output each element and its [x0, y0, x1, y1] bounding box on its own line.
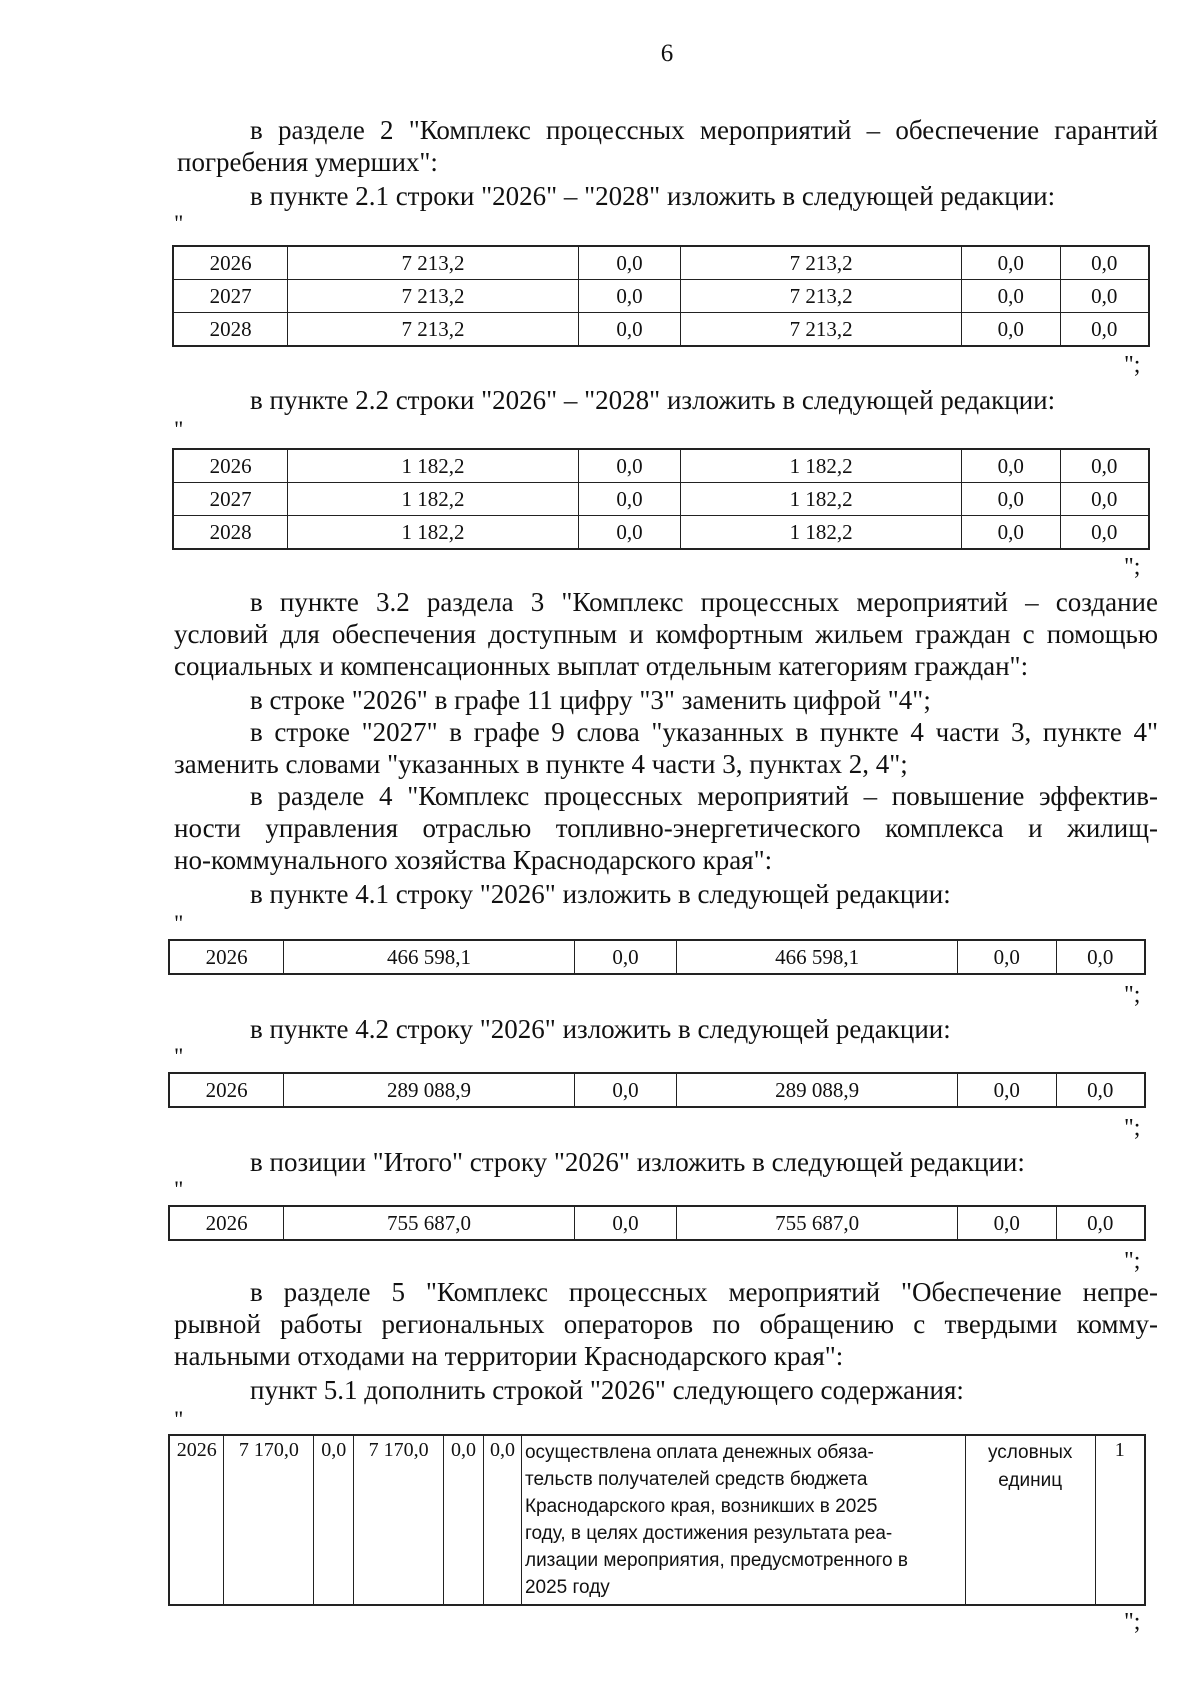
open-quote: " — [174, 211, 184, 236]
cell: 0,0 — [578, 483, 681, 516]
cell: 7 170,0 — [224, 1435, 314, 1605]
page-number: 6 — [660, 40, 674, 67]
section4-line2: ности управления отраслью топливно-энергетического комплекса и жилищ- — [174, 813, 1158, 843]
section3-line5: в строке "2027" в графе 9 слова "указанных в пункте 4 части 3, пункте 4" — [250, 717, 1158, 747]
p21-intro: в пункте 2.1 строки "2026" – "2028" изложить в следующей редакции: — [250, 181, 1056, 211]
cell: 0,0 — [578, 516, 681, 550]
cell: 2028 — [173, 516, 288, 550]
cell: 0,0 — [961, 449, 1060, 483]
description-line: Краснодарского края, возникших в 2025 — [524, 1496, 878, 1517]
p41-intro: в пункте 4.1 строку "2026" изложить в следующей редакции: — [250, 879, 951, 909]
table-row — [169, 1435, 1145, 1605]
cell: 0,0 — [961, 516, 1060, 550]
table-p51 — [168, 1434, 1146, 1606]
table-row — [173, 313, 1149, 347]
unit-line: условных — [987, 1442, 1073, 1463]
open-quote: " — [174, 1407, 184, 1432]
cell: 0,0 — [574, 1073, 677, 1107]
p51-intro: пункт 5.1 дополнить строкой "2026" следующего содержания: — [250, 1375, 964, 1405]
table-p41 — [168, 939, 1146, 975]
cell: 0,0 — [578, 246, 681, 280]
cell: 0,0 — [961, 313, 1060, 347]
cell: 1 182,2 — [288, 449, 578, 483]
cell: 1 182,2 — [681, 516, 961, 550]
open-quote: " — [174, 1044, 184, 1069]
section2-line1: в разделе 2 "Комплекс процессных мероприятий – обеспечение гарантий — [250, 115, 1158, 145]
description-line: тельств получателей средств бюджета — [524, 1469, 868, 1490]
cell: 1 182,2 — [681, 449, 961, 483]
open-quote: " — [174, 417, 184, 442]
cell: 2026 — [173, 449, 288, 483]
cell: 7 213,2 — [681, 280, 961, 313]
cell: 7 170,0 — [354, 1435, 444, 1605]
cell: 1 182,2 — [288, 483, 578, 516]
cell: 0,0 — [1060, 449, 1149, 483]
description-line: лизации мероприятия, предусмотренного в — [524, 1550, 908, 1571]
close-quote: "; — [1124, 1248, 1141, 1274]
cell: 7 213,2 — [681, 246, 961, 280]
cell: 0,0 — [1060, 246, 1149, 280]
cell: 0,0 — [961, 483, 1060, 516]
cell: 0,0 — [957, 1073, 1056, 1107]
unit-cell — [965, 1435, 1095, 1605]
cell: 7 213,2 — [288, 313, 578, 347]
cell: 2027 — [173, 483, 288, 516]
close-quote: "; — [1124, 554, 1141, 580]
cell: 0,0 — [574, 940, 677, 974]
cell: 0,0 — [1060, 483, 1149, 516]
cell: 0,0 — [484, 1435, 522, 1605]
cell: 2026 — [169, 1206, 284, 1240]
section3-line3: социальных и компенсационных выплат отдельным категориям граждан": — [174, 651, 1029, 681]
description-line: 2025 году — [524, 1577, 610, 1598]
cell: 0,0 — [578, 280, 681, 313]
cell: 7 213,2 — [288, 246, 578, 280]
table-row — [173, 449, 1149, 483]
cell: 0,0 — [574, 1206, 677, 1240]
section5-line2: рывной работы региональных операторов по обращению с твердыми комму- — [174, 1309, 1158, 1339]
cell: 0,0 — [1060, 313, 1149, 347]
table-row — [173, 483, 1149, 516]
section3-line6: заменить словами "указанных в пункте 4 части 3, пунктах 2, 4"; — [174, 749, 908, 779]
table-row — [169, 1206, 1145, 1240]
cell: 755 687,0 — [677, 1206, 957, 1240]
table-row — [169, 1073, 1145, 1107]
unit-line: единиц — [998, 1470, 1063, 1491]
cell: 1 182,2 — [681, 483, 961, 516]
value-cell: 1 — [1095, 1435, 1145, 1605]
cell: 0,0 — [444, 1435, 484, 1605]
section4-line3: но-коммунального хозяйства Краснодарского края": — [174, 845, 773, 875]
cell: 289 088,9 — [677, 1073, 957, 1107]
table-p22 — [172, 448, 1150, 550]
cell: 7 213,2 — [681, 313, 961, 347]
cell: 466 598,1 — [284, 940, 574, 974]
section3-line2: условий для обеспечения доступным и комфортным жильем граждан с помощью — [174, 619, 1158, 649]
cell: 2026 — [169, 1073, 284, 1107]
cell: 0,0 — [578, 313, 681, 347]
close-quote: "; — [1124, 982, 1141, 1008]
cell: 0,0 — [1056, 1206, 1145, 1240]
cell: 2028 — [173, 313, 288, 347]
cell: 0,0 — [961, 280, 1060, 313]
table-row — [173, 280, 1149, 313]
cell: 7 213,2 — [288, 280, 578, 313]
table-row — [173, 516, 1149, 550]
cell: 0,0 — [961, 246, 1060, 280]
cell: 0,0 — [1056, 940, 1145, 974]
cell: 289 088,9 — [284, 1073, 574, 1107]
open-quote: " — [174, 1177, 184, 1202]
total-intro: в позиции "Итого" строку "2026" изложить в следующей редакции: — [250, 1147, 1025, 1177]
cell: 2026 — [169, 940, 284, 974]
close-quote: "; — [1124, 1609, 1141, 1635]
p42-intro: в пункте 4.2 строку "2026" изложить в следующей редакции: — [250, 1014, 951, 1044]
cell: 2026 — [173, 246, 288, 280]
table-p21 — [172, 245, 1150, 347]
cell: 755 687,0 — [284, 1206, 574, 1240]
open-quote: " — [174, 911, 184, 936]
description-cell — [521, 1435, 965, 1605]
section4-line1: в разделе 4 "Комплекс процессных мероприятий – повышение эффектив- — [250, 781, 1158, 811]
table-p42 — [168, 1072, 1146, 1108]
close-quote: "; — [1124, 1115, 1141, 1141]
table-row — [173, 246, 1149, 280]
cell: 2027 — [173, 280, 288, 313]
cell: 0,0 — [1056, 1073, 1145, 1107]
close-quote: "; — [1124, 352, 1141, 378]
description-line: году, в целях достижения результата реа- — [524, 1523, 893, 1544]
section5-line1: в разделе 5 "Комплекс процессных мероприятий "Обеспечение непре- — [250, 1277, 1158, 1307]
cell: 0,0 — [314, 1435, 354, 1605]
cell: 1 182,2 — [288, 516, 578, 550]
p22-intro: в пункте 2.2 строки "2026" – "2028" изложить в следующей редакции: — [250, 385, 1056, 415]
cell: 0,0 — [1060, 280, 1149, 313]
cell: 0,0 — [957, 1206, 1056, 1240]
cell: 0,0 — [1060, 516, 1149, 550]
year-cell: 2026 — [169, 1435, 224, 1605]
section3-line1: в пункте 3.2 раздела 3 "Комплекс процессных мероприятий – создание — [250, 587, 1158, 617]
table-row — [169, 940, 1145, 974]
cell: 0,0 — [957, 940, 1056, 974]
section3-line4: в строке "2026" в графе 11 цифру "3" заменить цифрой "4"; — [250, 685, 931, 715]
description-line: осуществлена оплата денежных обяза- — [524, 1442, 874, 1463]
table-total — [168, 1205, 1146, 1241]
section2-line2: погребения умерших": — [177, 147, 438, 177]
cell: 466 598,1 — [677, 940, 957, 974]
section5-line3: нальными отходами на территории Краснодарского края": — [174, 1341, 844, 1371]
cell: 0,0 — [578, 449, 681, 483]
